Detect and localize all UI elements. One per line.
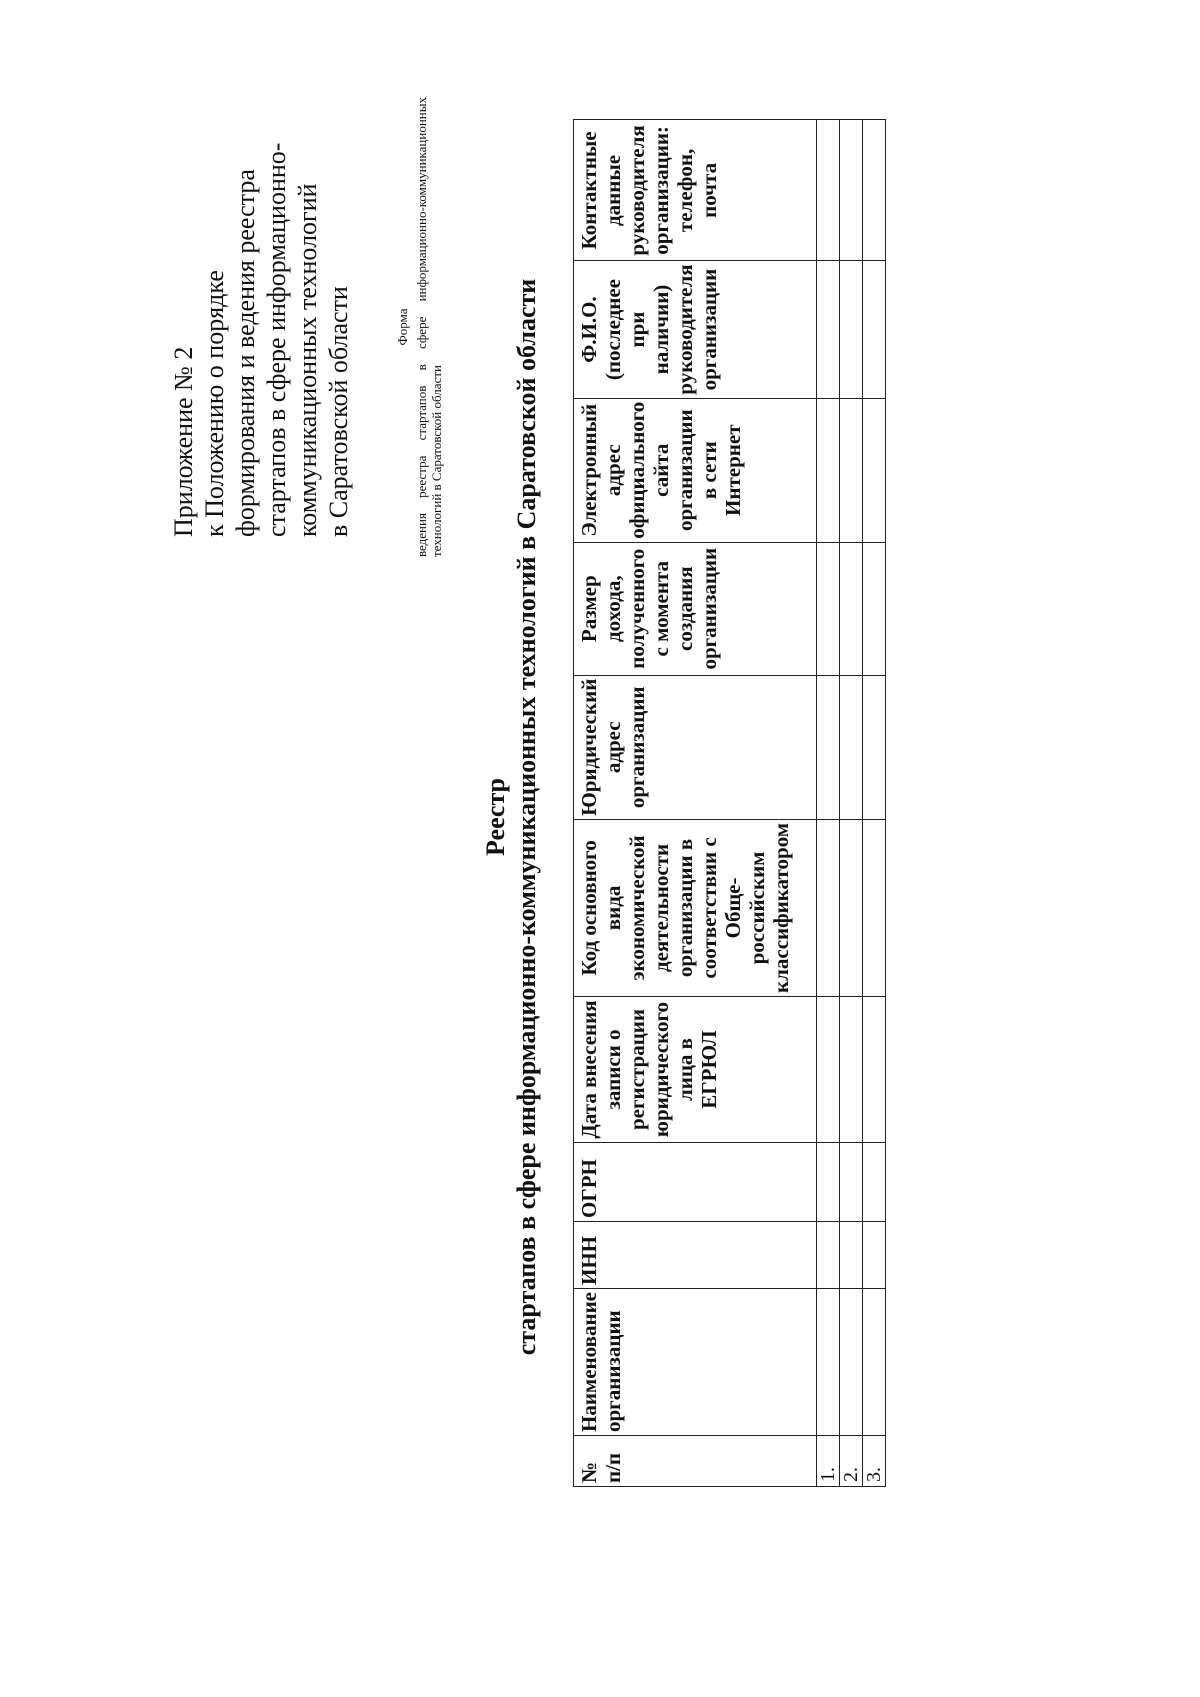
table-row	[840, 120, 863, 1487]
table-cell	[840, 261, 863, 398]
table-cell	[840, 675, 863, 819]
table-cell	[840, 398, 863, 542]
table-cell	[817, 1143, 840, 1222]
table-cell	[863, 1143, 886, 1222]
form-description: ведения реестра стартапов в сфере информационно-коммуникационных технологий в Саратовской области	[414, 97, 444, 557]
registry-table	[573, 119, 886, 1487]
col-header-income: Размер дохода, полученного с момента создания организации	[574, 542, 817, 675]
appendix-line-6: в Саратовской области	[324, 286, 353, 537]
form-title: Форма	[395, 308, 410, 346]
table-cell	[863, 1289, 886, 1436]
table-cell	[840, 120, 863, 261]
col-header-legal-address: Юридический адрес организации	[574, 675, 817, 819]
table-cell	[817, 997, 840, 1143]
table-cell	[863, 398, 886, 542]
table-cell	[863, 120, 886, 261]
table-cell	[817, 398, 840, 542]
appendix-line-5: коммуникационных технологий	[293, 183, 322, 537]
title-line-1: Реестр	[481, 777, 510, 857]
row-number: 3.	[863, 1436, 886, 1487]
table-cell	[817, 542, 840, 675]
table-cell	[840, 1222, 863, 1289]
col-header-ogrn: ОГРН	[574, 1143, 817, 1222]
table-cell	[817, 1289, 840, 1436]
title-line-2: стартапов в сфере информационно-коммуникационных технологий в Саратовской области	[512, 278, 541, 1356]
table-cell	[840, 542, 863, 675]
row-number: 1.	[817, 1436, 840, 1487]
table-row	[863, 120, 886, 1487]
table-cell	[863, 997, 886, 1143]
table-row	[817, 120, 840, 1487]
table-cell	[817, 819, 840, 996]
table-cell	[863, 1222, 886, 1289]
table-cell	[840, 819, 863, 996]
table-cell	[817, 675, 840, 819]
table-cell	[840, 1289, 863, 1436]
table-cell	[840, 997, 863, 1143]
col-header-website: Электронный адрес официального сайта организации в сети Интернет	[574, 398, 817, 542]
col-header-org-name: Наименование организации	[574, 1289, 817, 1436]
table-cell	[817, 120, 840, 261]
table-cell	[863, 675, 886, 819]
table-header-row	[574, 120, 817, 1487]
appendix-line-1: Приложение № 2	[169, 346, 198, 537]
col-header-inn: ИНН	[574, 1222, 817, 1289]
form-note	[395, 97, 444, 557]
appendix-heading	[168, 17, 354, 537]
table-cell	[840, 1143, 863, 1222]
appendix-line-2: к Положению о порядке	[200, 270, 229, 537]
table-cell	[817, 261, 840, 398]
col-header-head-name: Ф.И.О. (последнее при наличии) руководителя организации	[574, 261, 817, 398]
table-cell	[863, 261, 886, 398]
table-cell	[863, 542, 886, 675]
registry-table-wrap	[573, 119, 886, 1487]
appendix-line-3: формирования и ведения реестра	[231, 169, 260, 537]
col-header-contacts: Контактные данные руководителя организации: телефон, почта	[574, 120, 817, 261]
col-header-okved-code: Код основного вида экономической деятельности организации в соответствии с Обще-российским классификатором	[574, 819, 817, 996]
document-title	[480, 177, 542, 1457]
table-cell	[817, 1222, 840, 1289]
row-number: 2.	[840, 1436, 863, 1487]
appendix-line-4: стартапов в сфере информационно-	[262, 142, 291, 537]
col-header-registration-date: Дата внесения записи о регистрации юридического лица в ЕГРЮЛ	[574, 997, 817, 1143]
col-header-number: № п/п	[574, 1436, 817, 1487]
table-cell	[863, 819, 886, 996]
